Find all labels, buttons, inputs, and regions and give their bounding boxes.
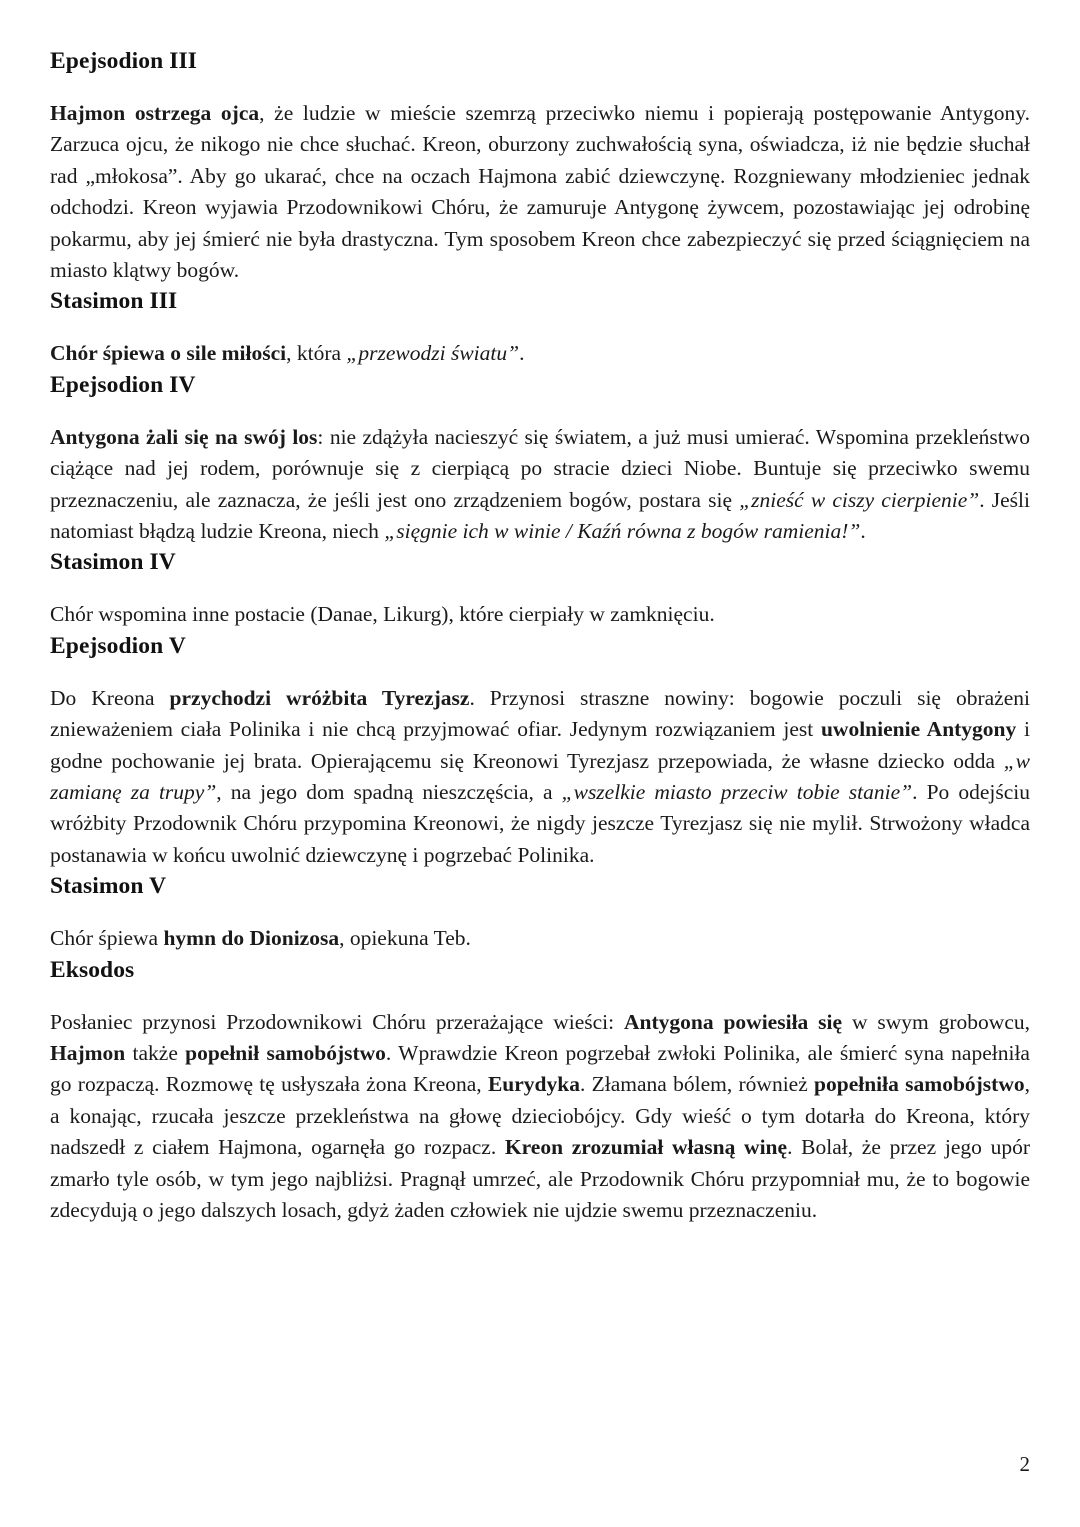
text-run-bold: Hajmon xyxy=(50,1041,126,1066)
section-paragraph xyxy=(50,599,1030,630)
text-run-normal: także xyxy=(125,1041,186,1066)
text-run-bold: Hajmon ostrzega ojca xyxy=(50,101,260,126)
text-run-bold: popełniła samobójstwo xyxy=(814,1072,1025,1097)
text-run-normal: . xyxy=(519,341,525,366)
text-run-normal: Chór śpiewa xyxy=(50,926,164,951)
text-run-bold: Kreon zrozumiał własną winę xyxy=(504,1135,788,1160)
text-run-italic: „sięgnie ich w winie / Kaźń równa z bogów ramienia!” xyxy=(384,518,861,543)
text-run-normal: . Bolał, że przez jego upór zmarło tyle osób, w tym jego najbliżsi. Pragnął umrzeć, ale Przodownik Chóru przypomniał mu, że to bogowie zdecydują o jego dalszych losach, gdyż żaden człowiek nie ujdzie swemu przeznaczeniu. xyxy=(50,1135,1030,1222)
text-run-bold: Chór śpiewa o sile miłości xyxy=(50,341,287,366)
text-run-normal: , a konając, rzucała jeszcze przekleństwa na głowę dzieciobójcy. Gdy wieść o tym dotarła do Kreona, który nadszedł z ciałem Hajmona, ogarnęła go rozpacz. xyxy=(50,1072,1030,1160)
section-paragraph xyxy=(50,422,1030,548)
section-paragraph xyxy=(50,338,1030,369)
section-paragraph xyxy=(50,98,1030,286)
text-run-normal: . Przynosi straszne nowiny: bogowie poczuli się obrażeni znieważeniem ciała Polinika i nie chcą przyjmować ofiar. Jedynym rozwiązaniem jest xyxy=(50,685,1030,742)
text-run-italic: „znieść w ciszy cierpienie” xyxy=(739,487,980,512)
text-run-normal: Posłaniec przynosi Przodownikowi Chóru przerażające wieści: xyxy=(50,1009,624,1034)
section xyxy=(50,871,1030,954)
text-run-normal: , że ludzie w mieście szemrzą przeciwko niemu i popierają postępowanie Antygony. Zarzuca ojcu, że nikogo nie chce słuchać. Kreon, oburzony zuchwałością syna, oświadcza, iż nie będzie słuchał rad „młokosa”. Aby go ukarać, chce na oczach Hajmona zabić dziewczynę. Rozgniewany młodzieniec jednak odchodzi. Kreon wyjawia Przodownikowi Chóru, że zamuruje Antygonę żywcem, pozostawiając jej odrobinę pokarmu, aby jej śmierć nie była drastyczna. Tym sposobem Kreon chce zabezpieczyć się przed ściągnięciem na miasto klątwy bogów. xyxy=(50,101,1030,282)
text-run-normal: , opiekuna Teb. xyxy=(339,926,471,951)
text-run-normal: . Po odejściu wróżbity Przodownik Chóru przypomina Kreonowi, że nigdy jeszcze Tyrezjasz się nie mylił. Strwożony władca postanawia w końcu uwolnić dziewczynę i pogrzebać Polinika. xyxy=(50,780,1031,867)
section xyxy=(50,370,1030,548)
document-body xyxy=(50,46,1030,1226)
section-paragraph xyxy=(50,683,1030,871)
page-number: 2 xyxy=(1019,1452,1030,1476)
text-run-normal: i godne pochowanie jej brata. Opierającemu się Kreonowi Tyrezjasz przepowiada, że własne dziecko odda xyxy=(50,717,1030,773)
text-run-normal: . Wprawdzie Kreon pogrzebał zwłoki Polinika, ale śmierć syna napełniła go rozpaczą. Rozmowę tę usłyszała żona Kreona, xyxy=(50,1041,1030,1097)
section xyxy=(50,46,1030,286)
section-heading: Stasimon IV xyxy=(50,549,176,576)
section xyxy=(50,547,1030,630)
section-heading: Epejsodion III xyxy=(50,48,198,74)
section-heading: Stasimon III xyxy=(50,288,178,315)
section-paragraph xyxy=(50,923,1030,954)
text-run-bold: Antygona żali się na swój los xyxy=(50,424,318,449)
text-run-bold: hymn do Dionizosa xyxy=(163,926,340,951)
section xyxy=(50,955,1030,1227)
text-run-normal: w swym grobowcu, xyxy=(842,1009,1030,1034)
section xyxy=(50,286,1030,369)
section-heading: Epejsodion IV xyxy=(50,371,196,398)
text-run-normal: : nie zdążyła nacieszyć się światem, a już musi umierać. Wspomina przekleństwo ciążące nad jej rodem, porównuje się z cierpiącą po stracie dzieci Niobe. Buntuje się przeciwko swemu przeznaczeniu, ale zaznacza, że jeśli jest ono zrządzeniem bogów, postara się xyxy=(50,424,1030,512)
text-run-italic: „przewodzi światu” xyxy=(346,341,520,366)
text-run-normal: . Jeśli natomiast błądzą ludzie Kreona, niech xyxy=(50,487,1030,543)
text-run-bold: uwolnienie Antygony xyxy=(820,717,1017,742)
text-run-bold: popełnił samobójstwo xyxy=(185,1041,386,1066)
text-run-normal: . Złamana bólem, również xyxy=(579,1072,815,1097)
section-heading: Eksodos xyxy=(50,956,135,983)
text-run-italic: „wszelkie miasto przeciw tobie stanie” xyxy=(561,780,913,805)
text-run-normal: , na jego dom spadną nieszczęścia, a xyxy=(216,780,562,805)
text-run-normal: . xyxy=(860,518,866,543)
text-run-bold: przychodzi wróżbita Tyrezjasz xyxy=(169,685,470,710)
text-run-normal: Chór wspomina inne postacie (Danae, Likurg), które cierpiały w zamknięciu. xyxy=(50,602,715,627)
section xyxy=(50,631,1030,871)
section-heading: Epejsodion V xyxy=(50,632,186,659)
text-run-italic: „w zamianę za trupy” xyxy=(50,748,1030,805)
text-run-bold: Eurydyka xyxy=(487,1072,580,1097)
section-heading: Stasimon V xyxy=(50,873,167,900)
text-run-normal: Do Kreona xyxy=(50,685,170,710)
text-run-normal: , która xyxy=(286,341,347,366)
text-run-bold: Antygona powiesiła się xyxy=(623,1009,843,1034)
section-paragraph xyxy=(50,1007,1030,1227)
